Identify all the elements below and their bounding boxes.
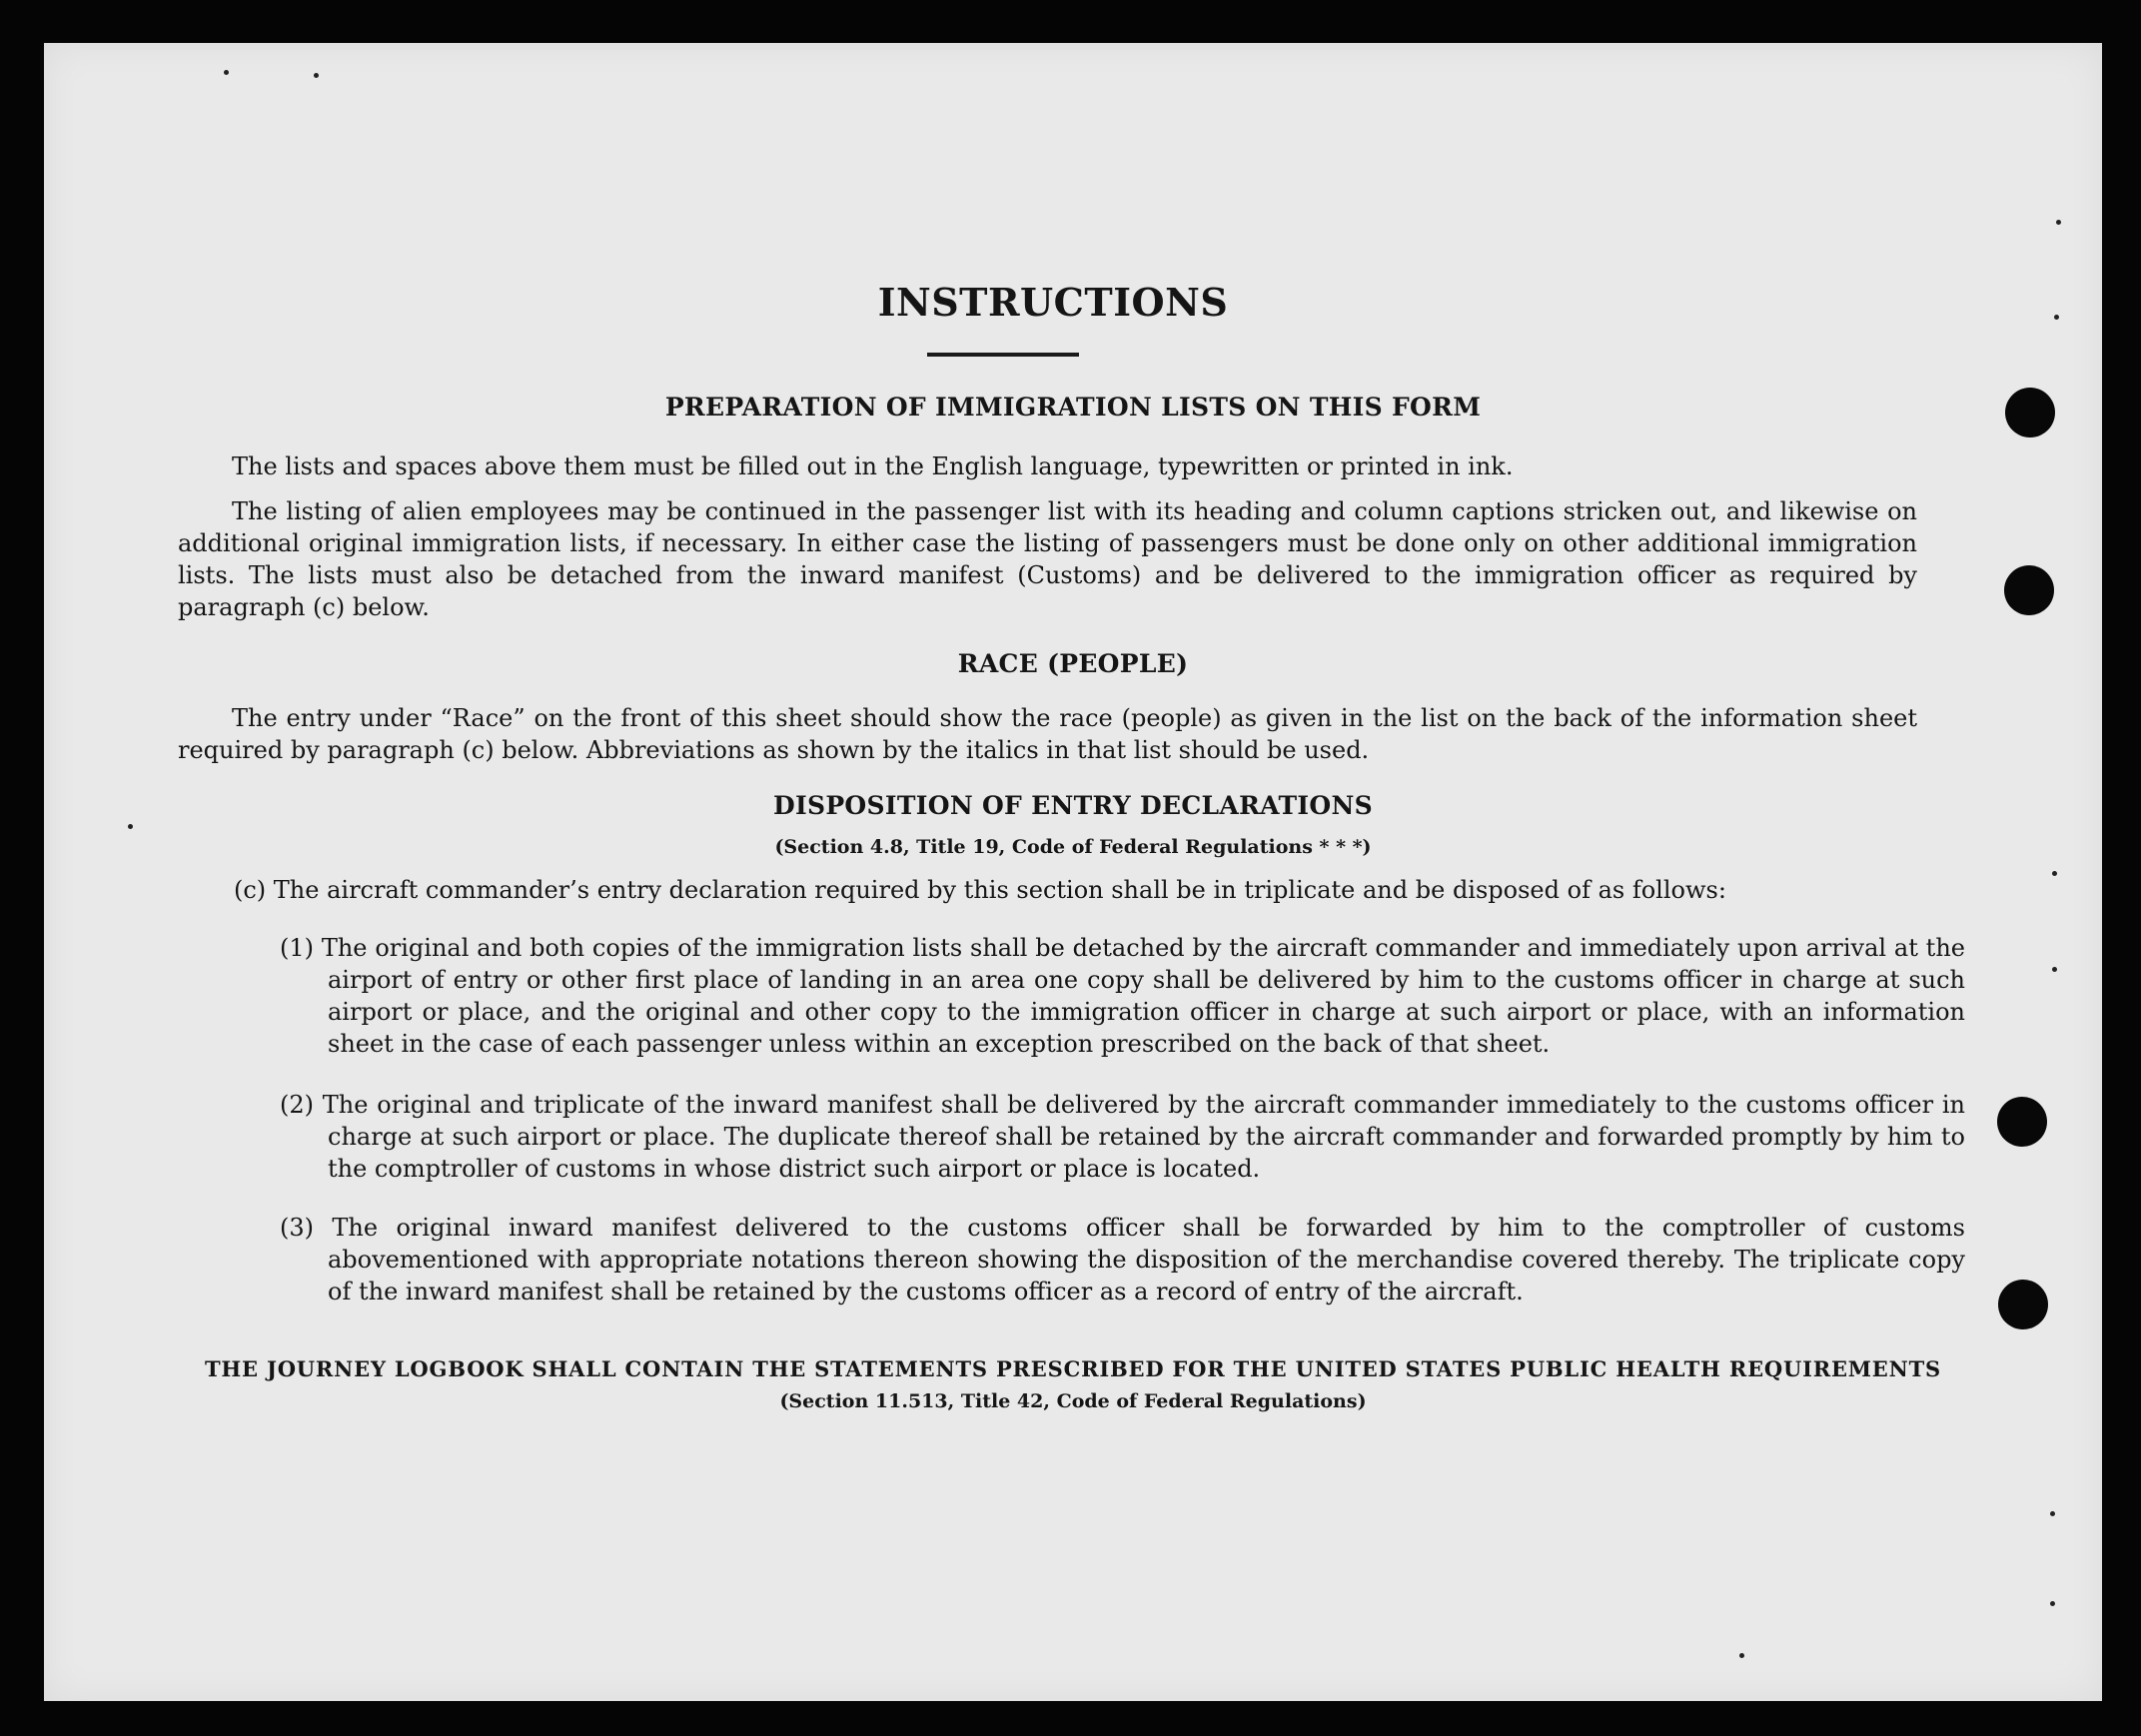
footer-statement: THE JOURNEY LOGBOOK SHALL CONTAIN THE STATEMENTS PRESCRIBED FOR THE UNITED STATES PUBLIC HEALTH REQUIREMENTS — [204, 1356, 1942, 1381]
speck-mark — [2052, 967, 2057, 972]
speck-mark — [224, 70, 229, 75]
document-sheet — [44, 43, 2102, 1701]
speck-mark — [2052, 871, 2057, 876]
punch-hole — [2004, 565, 2054, 615]
paragraph-preparation-1: The lists and spaces above them must be filled out in the English language, typewritten or printed in ink. — [232, 452, 1514, 480]
list-item-1: (1) The original and both copies of the immigration lists shall be detached by the aircraft commander and immediately upon arrival at the airport of entry or other first place of landing in an area one copy shall be delivered by him to the customs officer in charge at such airport or place, and the original and other copy to the immigration officer in charge at such airport or place, with an information sheet in the case of each passenger unless within an exception prescribed on the back of that sheet. — [280, 934, 1965, 1058]
footer-citation: (Section 11.513, Title 42, Code of Federal Regulations) — [779, 1390, 1367, 1412]
list-item-2: (2) The original and triplicate of the inward manifest shall be delivered by the aircraft commander immediately to the customs officer in charge at such airport or place. The duplicate thereof shall be retained by the aircraft commander and forwarded promptly by him to the comptroller of customs in whose district such airport or place is located. — [280, 1091, 1965, 1183]
list-item-3: (3) The original inward manifest delivered to the customs officer shall be forwarded by him to the comptroller of customs abovementioned with appropriate notations thereon showing the disposition of the merchandise covered thereby. The triplicate copy of the inward manifest shall be retained by the customs officer as a record of entry of the aircraft. — [280, 1214, 1965, 1305]
paragraph-preparation-2: The listing of alien employees may be continued in the passenger list with its heading and column captions stricken out, and likewise on additional original immigration lists, if necessary. In either case the listing of passengers must be done only on other additional immigration lists. The lists must also be detached from the inward manifest (Customs) and be delivered to the immigration officer as required by paragraph (c) below. — [178, 497, 1917, 621]
paragraph-race: The entry under “Race” on the front of this sheet should show the race (people) as given in the list on the back of the information sheet required by paragraph (c) below. Abbreviations as shown by the italics in that list should be used. — [178, 704, 1917, 764]
section-heading-preparation: PREPARATION OF IMMIGRATION LISTS ON THIS FORM — [664, 393, 1482, 422]
punch-hole — [2005, 388, 2055, 437]
speck-mark — [2050, 1601, 2055, 1606]
document-title: INSTRUCTIONS — [877, 280, 1229, 325]
speck-mark — [2056, 220, 2061, 225]
speck-mark — [2054, 315, 2059, 320]
section-citation-disposition: (Section 4.8, Title 19, Code of Federal Regulations * * *) — [774, 836, 1372, 858]
punch-hole — [1998, 1280, 2048, 1329]
section-heading-race: RACE (PEOPLE) — [957, 649, 1189, 678]
speck-mark — [1739, 1653, 1744, 1658]
speck-mark — [2050, 1511, 2055, 1516]
speck-mark — [128, 824, 133, 829]
section-heading-disposition: DISPOSITION OF ENTRY DECLARATIONS — [773, 791, 1373, 820]
title-underline — [927, 353, 1079, 357]
punch-hole — [1997, 1097, 2047, 1147]
speck-mark — [314, 73, 319, 78]
paragraph-disposition-intro: (c) The aircraft commander’s entry declaration required by this section shall be in triplicate and be disposed of as follows: — [234, 876, 1726, 904]
